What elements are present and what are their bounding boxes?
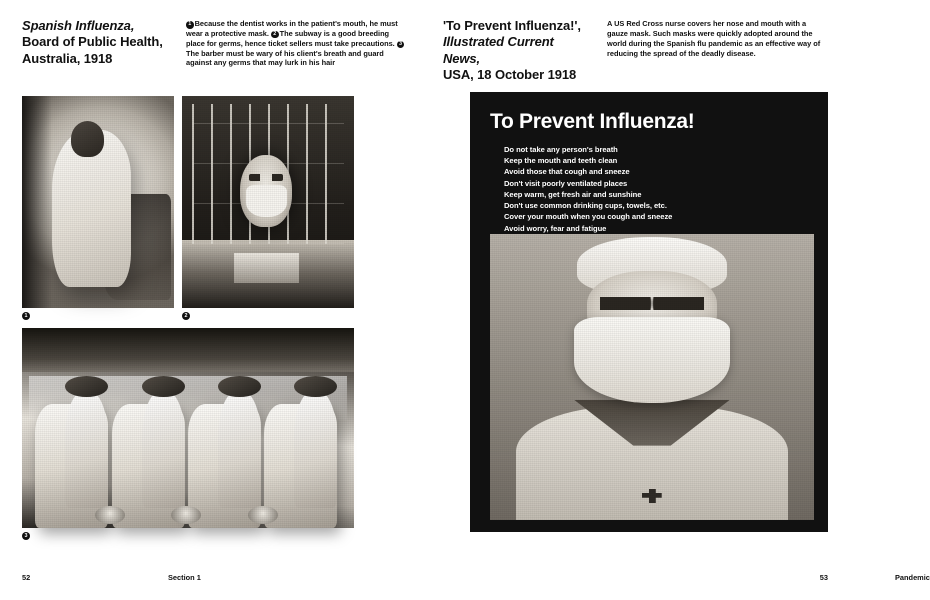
barber-figure-shape [65,392,108,508]
right-page-section-label: Pandemic [895,573,930,582]
barber-head-shape [218,376,261,397]
barber-figure-shape [218,392,261,508]
right-page-header [443,18,828,83]
poster-list-item: Keep the mouth and teeth clean [504,156,618,166]
left-page-caption [186,18,407,68]
right-page-caption: A US Red Cross nurse covers her nose and mouth with a gauze mask. Such masks were quickly adopted around the world during the Spanish flu pandemic as an effective way of reducing the spread of the deadly disease. [607,19,821,58]
poster-list-item: Avoid those that cough and sneeze [504,167,630,177]
right-title-line3: USA, 18 October 1918 [443,66,577,82]
poster-list-item: Avoid worry, fear and fatigue [504,223,607,233]
red-cross-icon [642,489,661,503]
poster-list-item: Don't use common drinking cups, towels, etc. [504,201,667,211]
red-cross-nurse-photo [490,234,814,520]
figure-number-3: 3 [22,532,30,540]
left-title-line1: Spanish Influenza, [22,18,135,33]
left-page [0,0,425,600]
barber-ceiling-shape [22,328,354,372]
left-title-line3: Australia, 1918 [22,50,113,66]
subway-eyes-shape [249,174,283,180]
left-photo-top-row [22,96,354,319]
barber-shop-photo [22,328,354,539]
right-title-line1: 'To Prevent Influenza!', [443,18,581,33]
barber-head-shape [294,376,337,397]
dentist-head-shape [71,121,104,157]
poster-list-item: Cover your mouth when you cough and sneeze [504,212,673,222]
caption-text-2: The subway is a good breeding place for germs, hence ticket sellers must take precautions. [186,28,395,48]
left-page-header [22,18,407,68]
right-title-line2: Illustrated Current News, [443,34,554,66]
subway-ticket-seller-photo [182,96,354,319]
nurse-eyes-shape [600,297,704,310]
poster-list-item: Keep warm, get fresh air and sunshine [504,189,642,199]
poster-list-item: Don't visit poorly ventilated places [504,178,628,188]
nurse-gauze-mask-shape [574,317,730,403]
caption-marker-3: 3 [397,41,405,49]
left-page-title [22,18,172,67]
dentist-photo [22,96,174,319]
barber-head-shape [65,376,108,397]
subway-ticket-box-shape [234,253,299,283]
barber-stool-shape [248,506,278,524]
poster-list-item: Do not take any person's breath [504,145,618,154]
page-gutter [425,0,426,600]
barber-figure-shape [142,392,185,508]
caption-text-1: Because the dentist works in the patient's mouth, he must wear a protective mask. [186,19,398,38]
caption-marker-2: 2 [271,31,279,39]
figure-number-1: 1 [22,312,30,320]
caption-text-3: The barber must be wary of his client's breath and guard against any germs that may lurk in his hair [186,48,384,68]
left-page-section-label: Section 1 [168,573,201,582]
barber-head-shape [142,376,185,397]
influenza-poster [470,92,828,532]
left-title-line2: Board of Public Health, [22,34,163,50]
dentist-vignette [22,96,52,308]
barber-stool-shape [95,506,125,524]
left-photo-grid [22,96,354,539]
subway-mask-shape [246,185,287,217]
left-page-number: 52 [22,573,31,582]
figure-number-2: 2 [182,312,190,320]
caption-marker-1: 1 [186,21,194,29]
right-page-title [443,18,593,83]
poster-title: To Prevent Influenza! [490,110,695,133]
right-page-number: 53 [819,573,828,582]
barber-figure-shape [294,392,337,508]
